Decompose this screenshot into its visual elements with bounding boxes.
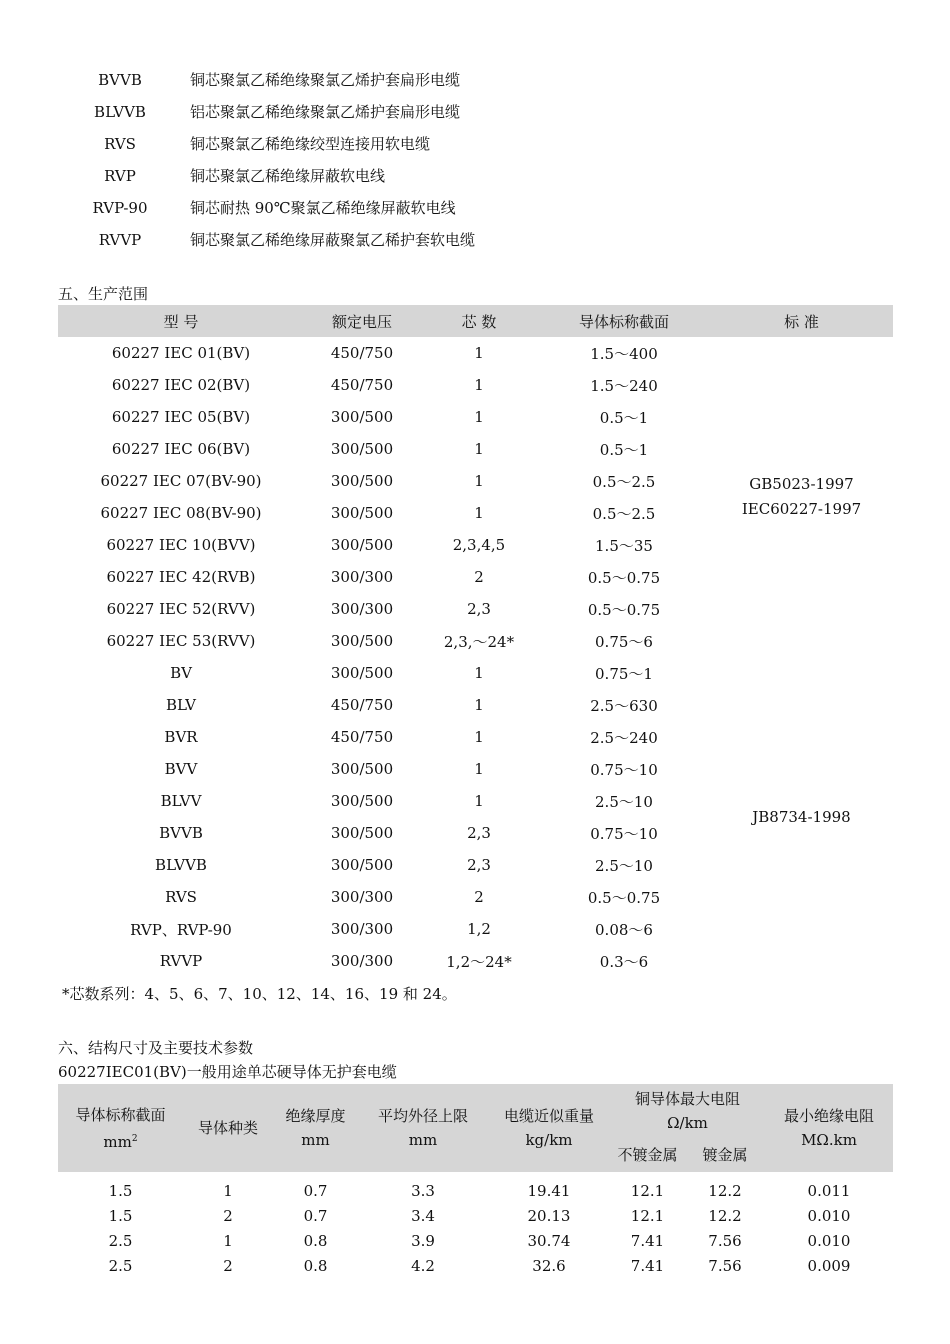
cell-cross-section: 2.5～240 xyxy=(590,728,658,747)
model-desc: 铜芯耐热 90℃聚氯乙稀绝缘屏蔽软电线 xyxy=(190,199,456,217)
cell-model: 60227 IEC 52(RVV) xyxy=(106,600,256,618)
cell-min-insulation: 0.009 xyxy=(807,1256,851,1275)
cell-weight: 20.13 xyxy=(527,1206,571,1225)
cell-cores: 1 xyxy=(474,792,484,810)
cell-unplated: 12.1 xyxy=(630,1181,665,1200)
cell-cores: 2,3 xyxy=(467,600,491,618)
header-plated: 镀金属 xyxy=(685,1138,765,1172)
cell-voltage: 300/300 xyxy=(330,888,394,906)
cell-cross-section: 1.5 xyxy=(108,1206,133,1225)
cell-cores: 1,2～24* xyxy=(446,952,512,971)
cell-voltage: 450/750 xyxy=(330,344,394,362)
cell-voltage: 300/500 xyxy=(330,632,394,650)
header-weight-unit: kg/km xyxy=(525,1131,573,1149)
cell-cross-section: 0.08～6 xyxy=(595,920,653,939)
cell-voltage: 300/500 xyxy=(330,824,394,842)
cell-min-insulation: 0.010 xyxy=(807,1206,851,1225)
cell-cores: 2 xyxy=(474,888,484,906)
cell-model: RVP、RVP-90 xyxy=(130,920,232,939)
header-min-insulation xyxy=(765,1084,893,1172)
cell-cross-section: 0.5～0.75 xyxy=(587,600,661,619)
cell-model: 60227 IEC 10(BVV) xyxy=(106,536,256,554)
header-cross-section: 导体标称截面 xyxy=(538,305,710,337)
model-row xyxy=(80,96,680,128)
cell-model: 60227 IEC 42(RVB) xyxy=(106,568,256,586)
cell-model: BLVV xyxy=(160,792,202,810)
header-model: 型 号 xyxy=(58,305,304,337)
cell-insulation: 0.7 xyxy=(303,1181,328,1200)
cell-insulation: 0.7 xyxy=(303,1206,328,1225)
model-row xyxy=(80,160,680,192)
cell-conductor-type: 2 xyxy=(223,1206,233,1225)
unit-superscript: 2 xyxy=(131,1133,138,1144)
model-code: RVP-90 xyxy=(92,199,148,217)
cell-diameter: 3.9 xyxy=(411,1231,435,1250)
header-weight xyxy=(488,1084,610,1172)
parameters-table xyxy=(58,1084,893,1278)
cell-diameter: 3.4 xyxy=(411,1206,435,1225)
cell-cross-section: 0.5～0.75 xyxy=(587,568,661,587)
model-desc: 铜芯聚氯乙稀绝缘屏蔽聚氯乙稀护套软电缆 xyxy=(190,231,476,249)
table-row xyxy=(58,337,893,369)
cell-cross-section: 0.5～0.75 xyxy=(587,888,661,907)
cell-plated: 12.2 xyxy=(708,1206,742,1225)
table-row xyxy=(58,657,893,689)
standard-line: IEC60227-1997 xyxy=(741,500,862,518)
header-diameter-unit: mm xyxy=(408,1131,438,1149)
cell-model: 60227 IEC 53(RVV) xyxy=(106,632,256,650)
cell-model: BVVB xyxy=(159,824,203,842)
cell-min-insulation: 0.011 xyxy=(807,1181,851,1200)
model-desc: 铜芯聚氯乙稀绝缘绞型连接用软电缆 xyxy=(190,135,431,153)
cell-weight: 32.6 xyxy=(532,1256,566,1275)
cell-cross-section: 0.75～1 xyxy=(595,664,653,683)
cell-cores: 1 xyxy=(474,728,484,746)
cell-cores: 1 xyxy=(474,440,484,458)
header-insulation-label: 绝缘厚度 xyxy=(285,1107,346,1125)
header-cross-section-unit xyxy=(58,1127,183,1154)
model-code: RVVP xyxy=(98,231,142,249)
cell-standard-jb: JB8734-1998 xyxy=(752,807,851,826)
cell-unplated: 12.1 xyxy=(630,1206,665,1225)
cell-voltage: 300/500 xyxy=(330,664,394,682)
cell-cross-section: 0.5～1 xyxy=(599,440,649,459)
header-diameter-label: 平均外径上限 xyxy=(377,1107,468,1125)
cell-diameter: 3.3 xyxy=(411,1181,435,1200)
cell-voltage: 450/750 xyxy=(330,376,394,394)
header-weight-label: 电缆近似重量 xyxy=(503,1107,594,1125)
table-header-row xyxy=(58,1084,893,1138)
cell-voltage: 300/300 xyxy=(330,568,394,586)
cell-cross-section: 2.5～10 xyxy=(595,856,653,875)
cell-model: BV xyxy=(170,664,192,682)
cell-model: RVVP xyxy=(159,952,203,970)
cell-voltage: 300/500 xyxy=(330,504,394,522)
cell-cores: 2,3 xyxy=(467,824,491,842)
cell-cross-section: 0.5～2.5 xyxy=(592,504,656,523)
cell-cross-section: 0.5～1 xyxy=(599,408,649,427)
model-row xyxy=(80,128,680,160)
cell-cores: 2,3,～24* xyxy=(443,632,515,651)
cell-unplated: 7.41 xyxy=(630,1231,665,1250)
model-list xyxy=(80,64,680,256)
standard-line: GB5023-1997 xyxy=(749,475,854,493)
unit-text: mm xyxy=(103,1132,132,1151)
cell-cross-section: 0.75～10 xyxy=(590,824,658,843)
table-row xyxy=(58,1172,893,1203)
production-range-table xyxy=(58,305,893,977)
cell-voltage: 300/500 xyxy=(330,856,394,874)
cell-voltage: 300/300 xyxy=(330,952,394,970)
cell-cores: 1 xyxy=(474,472,484,490)
header-cross-section xyxy=(58,1084,183,1172)
cell-model: 60227 IEC 08(BV-90) xyxy=(100,504,262,522)
section-subtitle: 60227IEC01(BV)一般用途单芯硬导体无护套电缆 xyxy=(58,1063,397,1081)
cell-voltage: 300/500 xyxy=(330,792,394,810)
cell-model: BVR xyxy=(164,728,198,746)
header-insulation-unit: mm xyxy=(301,1131,330,1149)
header-cores: 芯 数 xyxy=(420,305,538,337)
cell-cross-section: 2.5～630 xyxy=(590,696,658,715)
model-code: BVVB xyxy=(98,71,142,89)
model-code: RVP xyxy=(104,167,136,185)
cell-weight: 19.41 xyxy=(527,1181,571,1200)
cell-cross-section: 1.5 xyxy=(108,1181,133,1200)
cell-cores: 1 xyxy=(474,408,484,426)
cell-voltage: 450/750 xyxy=(330,728,394,746)
cell-model: BLVVB xyxy=(155,856,207,874)
header-resistance-label: 铜导体最大电阻 xyxy=(635,1090,741,1108)
cell-voltage: 300/500 xyxy=(330,408,394,426)
cell-cross-section: 1.5～35 xyxy=(595,536,653,555)
section-title-parameters: 六、结构尺寸及主要技术参数 xyxy=(58,1039,254,1057)
header-cross-section-label: 导体标称截面 xyxy=(75,1105,166,1124)
cell-cross-section: 0.3～6 xyxy=(599,952,649,971)
cell-cross-section: 2.5～10 xyxy=(595,792,653,811)
header-standard: 标 准 xyxy=(710,305,893,337)
cell-insulation: 0.8 xyxy=(303,1256,328,1275)
cell-cross-section: 1.5～400 xyxy=(590,344,658,363)
cell-voltage: 450/750 xyxy=(330,696,394,714)
header-resistance-unit: Ω/km xyxy=(667,1114,708,1132)
model-row xyxy=(80,192,680,224)
cell-voltage: 300/300 xyxy=(330,600,394,618)
table-row xyxy=(58,1203,893,1228)
cell-model: RVS xyxy=(165,888,197,906)
core-series-footnote: *芯数系列：4、5、6、7、10、12、14、16、19 和 24。 xyxy=(62,985,457,1003)
model-row xyxy=(80,64,680,96)
cell-cross-section: 0.75～10 xyxy=(590,760,658,779)
cell-cross-section: 0.75～6 xyxy=(595,632,653,651)
cell-conductor-type: 2 xyxy=(223,1256,233,1275)
header-min-insulation-label: 最小绝缘电阻 xyxy=(784,1107,875,1125)
table-header-row xyxy=(58,305,893,337)
cell-diameter: 4.2 xyxy=(411,1256,435,1275)
cell-insulation: 0.8 xyxy=(303,1231,328,1250)
cell-plated: 12.2 xyxy=(708,1181,742,1200)
table-row xyxy=(58,1228,893,1253)
cell-cores: 1 xyxy=(474,344,484,362)
header-diameter xyxy=(358,1084,488,1172)
cell-plated: 7.56 xyxy=(708,1256,742,1275)
header-conductor-type: 导体种类 xyxy=(183,1084,273,1172)
cell-voltage: 300/500 xyxy=(330,440,394,458)
model-row xyxy=(80,224,680,256)
cell-conductor-type: 1 xyxy=(223,1181,233,1200)
cell-standard-iec xyxy=(710,337,893,657)
cell-min-insulation: 0.010 xyxy=(807,1231,851,1250)
cell-cores: 1 xyxy=(474,376,484,394)
cell-cores: 1 xyxy=(474,664,484,682)
model-desc: 铝芯聚氯乙稀绝缘聚氯乙烯护套扁形电缆 xyxy=(190,103,461,121)
cell-cores: 2,3 xyxy=(467,856,491,874)
cell-model: 60227 IEC 07(BV-90) xyxy=(100,472,262,490)
header-unplated: 不镀金属 xyxy=(610,1138,685,1172)
header-resistance xyxy=(610,1084,765,1138)
cell-model: BVV xyxy=(164,760,198,778)
cell-cores: 1,2 xyxy=(467,920,491,938)
section-title-production-range: 五、生产范围 xyxy=(58,285,149,303)
cell-voltage: 300/300 xyxy=(330,920,394,938)
cell-cores: 1 xyxy=(474,696,484,714)
cell-unplated: 7.41 xyxy=(630,1256,665,1275)
cell-cross-section: 0.5～2.5 xyxy=(592,472,656,491)
cell-voltage: 300/500 xyxy=(330,536,394,554)
cell-model: 60227 IEC 01(BV) xyxy=(111,344,251,362)
header-voltage: 额定电压 xyxy=(304,305,420,337)
model-code: BLVVB xyxy=(94,103,146,121)
cell-cores: 2 xyxy=(474,568,484,586)
model-code: RVS xyxy=(104,135,136,153)
cell-voltage: 300/500 xyxy=(330,472,394,490)
cell-model: BLV xyxy=(165,696,197,714)
cell-weight: 30.74 xyxy=(527,1231,571,1250)
header-insulation xyxy=(273,1084,358,1172)
cell-model: 60227 IEC 05(BV) xyxy=(111,408,251,426)
model-desc: 铜芯聚氯乙稀绝缘屏蔽软电线 xyxy=(190,167,386,185)
cell-cross-section: 2.5 xyxy=(108,1231,133,1250)
cell-cores: 1 xyxy=(474,760,484,778)
cell-cross-section: 1.5～240 xyxy=(590,376,658,395)
cell-cross-section: 2.5 xyxy=(108,1256,133,1275)
model-desc: 铜芯聚氯乙稀绝缘聚氯乙烯护套扁形电缆 xyxy=(190,71,461,89)
cell-model: 60227 IEC 02(BV) xyxy=(111,376,251,394)
header-min-insulation-unit: MΩ.km xyxy=(801,1131,857,1149)
cell-model: 60227 IEC 06(BV) xyxy=(111,440,251,458)
cell-cores: 2,3,4,5 xyxy=(452,536,506,554)
cell-conductor-type: 1 xyxy=(223,1231,233,1250)
cell-voltage: 300/500 xyxy=(330,760,394,778)
cell-plated: 7.56 xyxy=(708,1231,742,1250)
table-row xyxy=(58,1253,893,1278)
cell-cores: 1 xyxy=(474,504,484,522)
